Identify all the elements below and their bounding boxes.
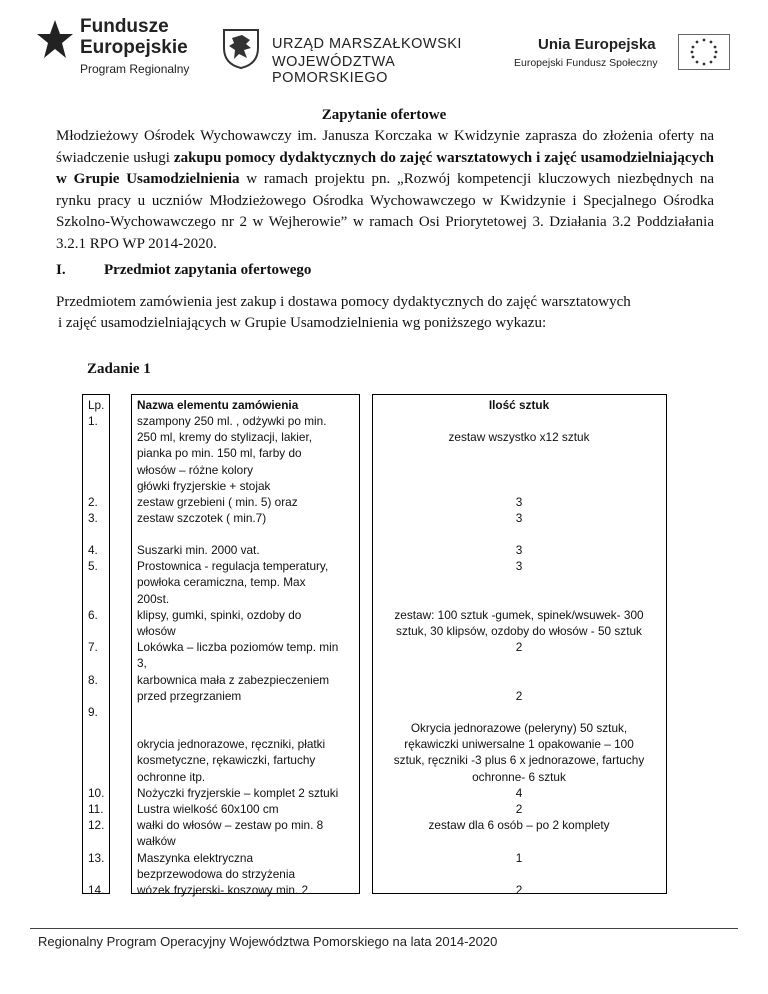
table-qty-line [372, 445, 666, 461]
section-text-line2: i zajęć usamodzielniających w Grupie Usamodzielnienia wg poniższego wykazu: [58, 315, 547, 331]
table-lp-line [88, 574, 112, 590]
fe-line1: Fundusze [80, 16, 169, 37]
table-name-line: Maszynka elektryczna [137, 850, 254, 865]
section-text-line1: Przedmiotem zamówienia jest zakup i dostawa pomocy dydaktycznych do zajęć warsztatowych [56, 294, 631, 310]
table-lp-line: 1. [88, 414, 98, 428]
section-number: I. [56, 262, 66, 278]
name-column-group1 [137, 413, 359, 526]
header-lp: Lp. [88, 398, 105, 412]
table-lp-line [88, 462, 112, 478]
table-name-line: wózek fryzjerski- koszowy min. 2 [137, 882, 309, 897]
table-qty-line [372, 462, 666, 478]
ue-line2: Europejski Fundusz Społeczny [514, 57, 658, 69]
ue-line1: Unia Europejska [538, 36, 656, 53]
qty-column-group2 [372, 542, 666, 898]
table-name-line: ochronne itp. [137, 769, 206, 784]
table-lp-line [88, 769, 112, 785]
table-qty-line [372, 591, 666, 607]
table-lp-line: 3. [88, 511, 98, 526]
table-name-line: wałków [137, 834, 176, 849]
table-name-line: karbownica mała z zabezpieczeniem [137, 672, 330, 687]
section-title: Przedmiot zapytania ofertowego [104, 262, 312, 278]
table-lp-line [88, 720, 112, 736]
table-lp-line: 11. [88, 802, 104, 816]
griffin-crest-icon [220, 26, 262, 70]
name-column-group2 [137, 542, 359, 898]
table-lp-line: 12. [88, 818, 105, 833]
table-name-line: włosów [137, 623, 176, 638]
table-lp-line: 2. [88, 494, 98, 509]
urzad-line1: URZĄD MARSZAŁKOWSKI [272, 36, 462, 52]
table-qty-line [372, 672, 666, 688]
table-lp-line [88, 429, 112, 445]
table-lp-line: 10. [88, 785, 105, 800]
document-title: Zapytanie ofertowe [321, 107, 447, 123]
table-lp-line: 9. [88, 704, 98, 719]
table-lp-line: 6. [88, 607, 98, 622]
task-title: Zadanie 1 [87, 361, 151, 377]
table-lp-line [88, 833, 112, 849]
footer-divider [30, 928, 738, 929]
table-qty-line: Okrycia jednorazowe (peleryny) 50 sztuk, [410, 721, 628, 736]
table-qty-line [372, 704, 666, 720]
fe-line2: Europejskie [80, 37, 188, 58]
eu-flag-icon [678, 34, 730, 70]
table-qty-line: 2 [515, 640, 523, 655]
table-name-line: bezprzewodowa do strzyżenia [137, 866, 296, 881]
table-qty-line: 2 [515, 882, 523, 897]
header-qty: Ilość sztuk [488, 398, 550, 412]
table-name-line [137, 704, 359, 720]
table-qty-line: rękawiczki uniwersalne 1 opakowanie – 100 [404, 737, 634, 752]
table-name-line: zestaw szczotek ( min.7) [137, 511, 267, 526]
table-name-line: Suszarki min. 2000 vat. [137, 543, 260, 557]
table-name-line: 3, [137, 656, 147, 671]
table-qty-line: 2 [515, 688, 523, 703]
table-lp-line: 8. [88, 672, 98, 687]
table-name-line: przed przegrzaniem [137, 688, 242, 703]
unia-europejska-logo [510, 28, 740, 78]
intro-text-2: w ramach projektu pn. „Rozwój kompetencji kluczowych niezbędnych na rynku pracy u uczniów Młodzieżowego Ośrodka Wychowawczego w Kwidzynie i Specjalnego Ośrodka Szkolno-Wychowawczego nr 2 w Wejherowie” w ramach Osi Priorytetowej 3. Działania 3.2 Poddziałania 3.2.1 RPO WP 2014-2020. [56, 171, 714, 252]
table-lp-line [88, 752, 112, 768]
fe-line3: Program Regionalny [80, 62, 190, 76]
table-lp-line [88, 478, 112, 494]
footer-text: Regionalny Program Operacyjny Województwa Pomorskiego na lata 2014-2020 [38, 934, 498, 949]
urzad-marszalkowski-logo [220, 26, 510, 86]
table-name-line: pianka po min. 150 ml, farby do [137, 446, 302, 461]
table-qty-line [372, 413, 666, 429]
table-qty-line: sztuk, 30 klipsów, ozdoby do włosów - 50 sztuk [396, 623, 642, 638]
table-lp-line [88, 655, 112, 671]
table-name-line: 200st. [137, 591, 170, 606]
table-lp-line: 5. [88, 559, 98, 574]
table-name-line: powłoka ceramiczna, temp. Max [137, 575, 306, 590]
table-name-line: szampony 250 ml. , odżywki po min. [137, 414, 327, 428]
table-name-line: klipsy, gumki, spinki, ozdoby do [137, 607, 302, 622]
table-qty-line [372, 833, 666, 849]
table-qty-line: ochronne- 6 sztuk [472, 769, 566, 784]
lp-column-group2 [88, 542, 112, 898]
table-name-line: zestaw grzebieni ( min. 5) oraz [137, 494, 298, 509]
lp-column-group1 [88, 413, 112, 526]
urzad-line2: WOJEWÓDZTWA POMORSKIEGO [272, 54, 395, 86]
table-qty-line: 3 [515, 543, 523, 557]
table-qty-line [372, 655, 666, 671]
table-qty-line [372, 574, 666, 590]
fundusze-europejskie-logo [36, 14, 236, 84]
intro-bold: zakupu pomocy dydaktycznych do zajęć warsztatowych i zajęć usamodzielniających w Grupie Usamodzielnienia [56, 149, 714, 187]
table-qty-line: zestaw wszystko x12 sztuk [448, 430, 590, 445]
table-name-line [137, 720, 359, 736]
intro-text-1: Młodzieżowy Ośrodek Wychowawczy im. Janusza Korczaka w Kwidzynie zaprasza do złożenia oferty na świadczenie usługi [56, 128, 714, 166]
fe-star-icon [36, 18, 74, 62]
table-name-line: kosmetyczne, rękawiczki, fartuchy [137, 753, 316, 768]
table-lp-line [88, 866, 112, 882]
intro-paragraph [56, 126, 714, 255]
table-name-line: okrycia jednorazowe, ręczniki, płatki [137, 737, 326, 752]
header-name: Nazwa elementu zamówienia [137, 398, 299, 412]
table-name-line: Lustra wielkość 60x100 cm [137, 802, 279, 816]
table-lp-line [88, 591, 112, 607]
table-qty-line: sztuk, ręczniki -3 plus 6 x jednorazowe, fartuchy [393, 753, 645, 768]
table-lp-line: 4. [88, 543, 98, 557]
table-name-line: Prostownica - regulacja temperatury, [137, 559, 329, 574]
table-lp-line [88, 688, 112, 704]
table-qty-line: zestaw: 100 sztuk -gumek, spinek/wsuwek- 300 [394, 607, 644, 622]
table-lp-line [88, 623, 112, 639]
table-qty-line: 4 [515, 785, 523, 800]
table-lp-line [88, 445, 112, 461]
table-qty-line [372, 866, 666, 882]
table-qty-line: 1 [515, 850, 523, 865]
table-name-line: 250 ml, kremy do stylizacji, lakier, [137, 430, 313, 445]
table-qty-line: zestaw dla 6 osób – po 2 komplety [428, 818, 610, 833]
table-qty-line: 2 [515, 802, 523, 816]
table-name-line: Lokówka – liczba poziomów temp. min [137, 640, 339, 655]
qty-column-group1 [372, 413, 666, 526]
table-lp-line: 14. [88, 882, 105, 897]
table-lp-line [88, 736, 112, 752]
table-name-line: główki fryzjerskie + stojak [137, 478, 271, 493]
table-lp-line: 13. [88, 850, 105, 865]
table-name-line: włosów – różne kolory [137, 462, 254, 477]
table-name-line: Nożyczki fryzjerskie – komplet 2 sztuki [137, 785, 339, 800]
table-qty-line: 3 [515, 559, 523, 574]
table-name-line: wałki do włosów – zestaw po min. 8 [137, 818, 324, 833]
table-qty-line: 3 [515, 494, 523, 509]
table-qty-line: 3 [515, 511, 523, 526]
table-lp-line: 7. [88, 640, 98, 655]
table-qty-line [372, 478, 666, 494]
